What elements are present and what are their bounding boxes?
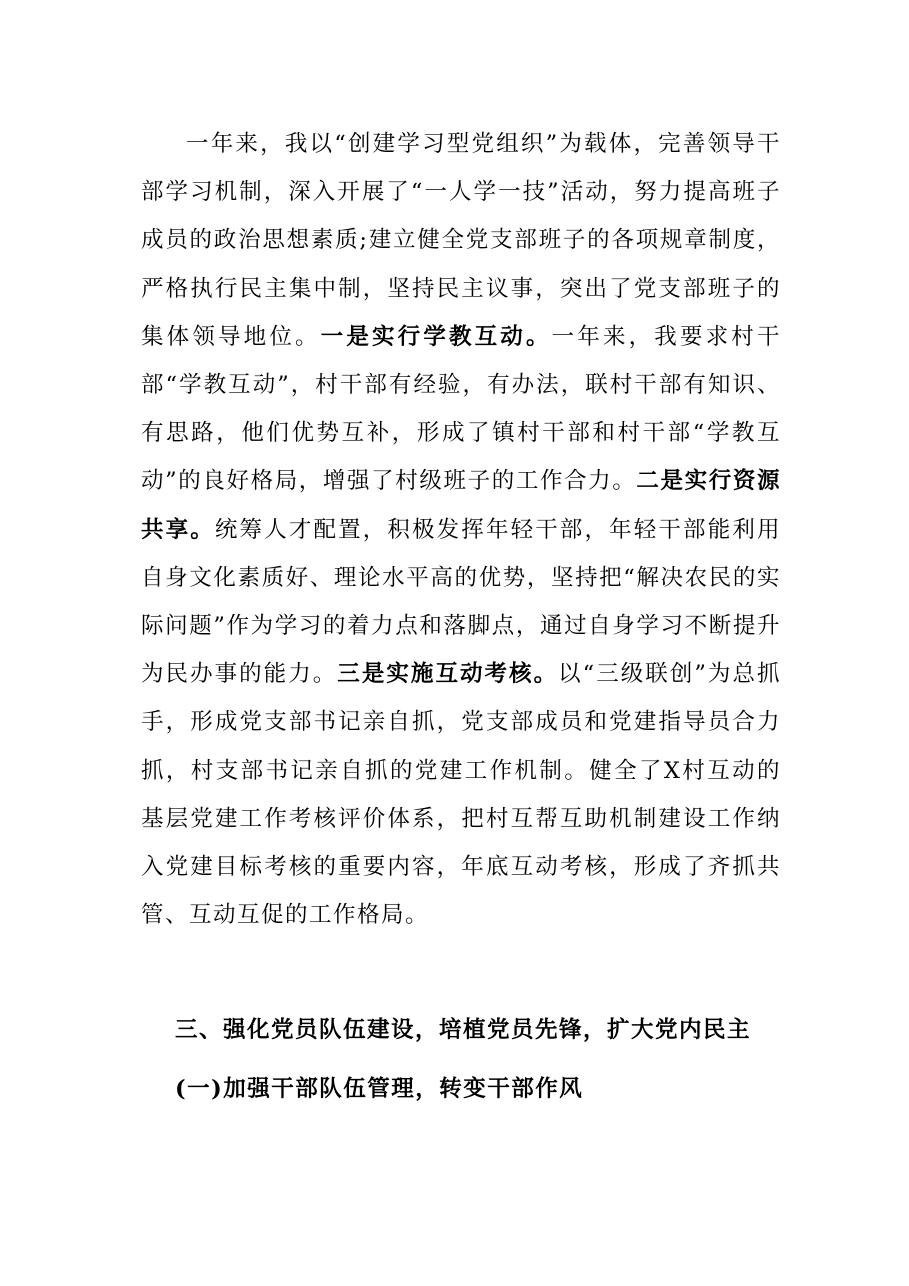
- section-heading: 三、强化党员队伍建设，培植党员先锋，扩大党内民主: [175, 1017, 752, 1043]
- paragraph-bold-point-1: 一是实行学教互动。: [320, 323, 552, 350]
- paragraph-bold-point-2: 二是实行资源共享。: [141, 468, 781, 543]
- paragraph-bold-point-3: 三是实施互动考核。: [337, 661, 559, 688]
- paragraph-text-2: 一年来，我要求村干部“学教互动”，村干部有经验，有办法，联村干部有知识、有思路，他们优势互补，形成了镇村干部和村干部“学教互动”的良好格局，增强了村级班子的工作合力。: [141, 323, 781, 495]
- paragraph-text-1: 一年来，我以“创建学习型党组织”为载体，完善领导干部学习机制，深入开展了“一人学一技”活动，努力提高班子成员的政治思想素质;建立健全党支部班子的各项规章制度，严格执行民主集中制，坚持民主议事，突出了党支部班子的集体领导地位。: [141, 131, 781, 350]
- subsection-heading: (一)加强干部队伍管理，转变干部作风: [175, 1076, 584, 1102]
- paragraph-text-3: 统筹人才配置，积极发挥年轻干部，年轻干部能利用自身文化素质好、理论水平高的优势，坚持把“解决农民的实际问题”作为学习的着力点和落脚点，通过自身学习不断提升为民办事的能力。: [141, 516, 781, 688]
- body-paragraph: [141, 120, 781, 939]
- paragraph-text-4: 以“三级联创”为总抓手，形成党支部书记亲自抓，党支部成员和党建指导员合力抓，村支部书记亲自抓的党建工作机制。健全了X村互动的基层党建工作考核评价体系，把村互帮互助机制建设工作纳入党建目标考核的重要内容，年底互动考核，形成了齐抓共管、互动互促的工作格局。: [141, 661, 781, 929]
